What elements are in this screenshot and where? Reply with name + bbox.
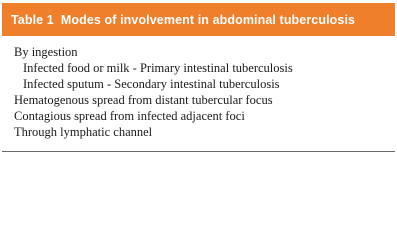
table-header bbox=[2, 3, 395, 36]
table-row-lymphatic: Through lymphatic channel bbox=[14, 125, 153, 139]
table-container bbox=[2, 3, 395, 152]
table-row-contagious: Contagious spread from infected adjacent foci bbox=[14, 109, 245, 123]
table-row-by-ingestion: By ingestion bbox=[14, 45, 78, 59]
table-row-hematogenous: Hematogenous spread from distant tubercular focus bbox=[14, 93, 273, 107]
table-body bbox=[2, 36, 395, 140]
table-row-infected-sputum: Infected sputum - Secondary intestinal tuberculosis bbox=[23, 77, 280, 91]
table-title bbox=[11, 13, 355, 27]
table-label: Table 1 bbox=[11, 12, 54, 27]
table-title-text: Modes of involvement in abdominal tuberculosis bbox=[60, 12, 356, 27]
table-row-infected-food: Infected food or milk - Primary intestinal tuberculosis bbox=[23, 61, 293, 75]
